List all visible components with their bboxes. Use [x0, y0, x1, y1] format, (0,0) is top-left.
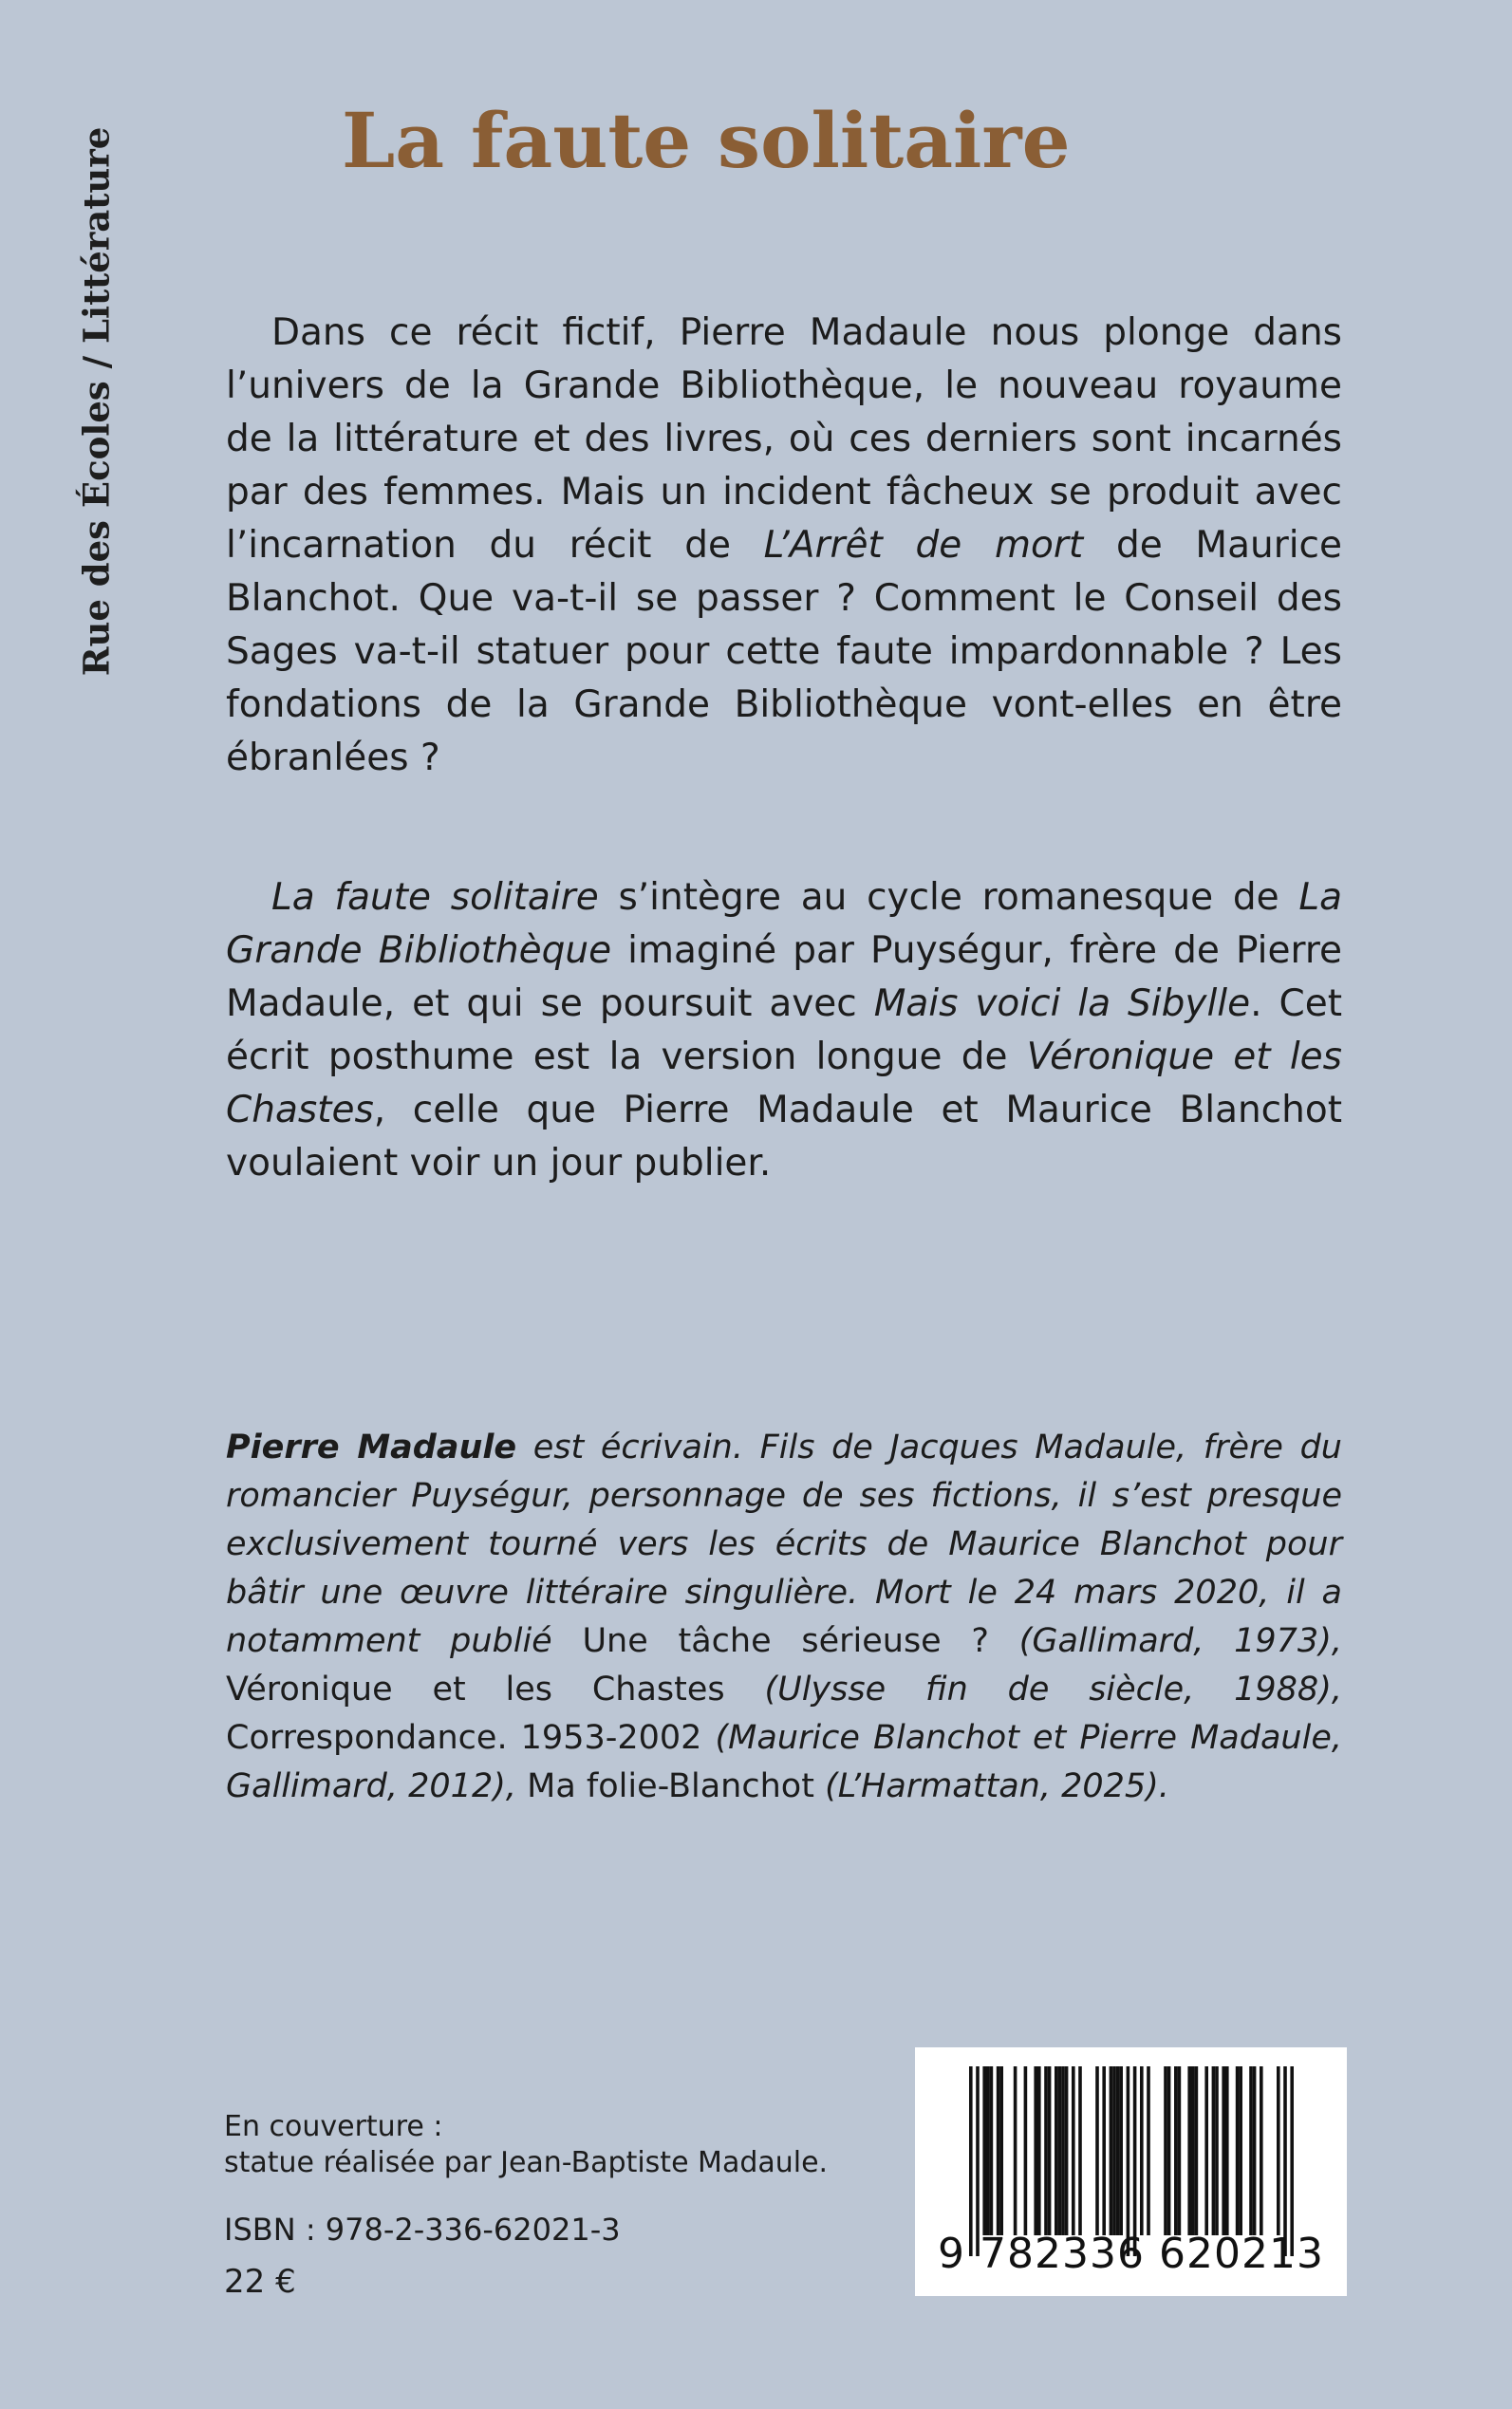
barcode-bar [1110, 2066, 1113, 2235]
cover-credits [224, 2109, 888, 2181]
author-bio-italic-a: est écrivain. Fils de Jacques Madaule, frère du romancier Puységur, personnage de ses fictions, il s’est presque exclusivement tourné vers les écrits de Maurice Blanchot pour bâtir une œuvre littéraire singulière. Mort le 24 mars 2020, il a notamment publié [226, 1429, 1342, 1660]
barcode-bar [1195, 2066, 1199, 2235]
summary-2-text-a: s’intègre au cycle romanesque de [598, 876, 1299, 919]
summary-2-text-b: imaginé par Puységur, frère de Pierre Madaule, et qui se poursuit avec [226, 929, 1342, 1025]
summary-1-text-a: Dans ce récit fictif, Pierre Madaule nous plonge dans l’univers de la Grande Bibliothèque, le nouveau royaume de la littérature et des livres, où ces derniers sont incarnés par des femmes. Mais un incident fâcheux se produit avec l’incarnation du récit de [226, 311, 1342, 567]
author-name: Pierre Madaule [226, 1429, 517, 1466]
author-bio-work-1: Une tâche sérieuse ? [551, 1622, 1019, 1660]
barcode-bar [1102, 2066, 1106, 2235]
barcode-bar [1187, 2066, 1191, 2235]
author-bio-italic-b: (Gallimard, 1973), [1018, 1622, 1342, 1660]
barcode-bar [1164, 2066, 1167, 2235]
barcode-bar [1034, 2066, 1037, 2235]
summary-paragraph-1 [226, 307, 1342, 785]
summary-1-text-b: de Maurice Blanchot. Que va-t-il se passer ? Comment le Conseil des Sages va-t-il statuer pour cette faute impardonnable ? Les fondations de la Grande Bibliothèque vont-elles en être ébranlées ? [226, 524, 1342, 779]
barcode-bar [1095, 2066, 1099, 2235]
author-bio-work-3: Correspondance. 1953-2002 [226, 1719, 716, 1757]
summary-2-italic-b: La Grande Bibliothèque [226, 876, 1342, 972]
barcode-bar [1260, 2066, 1263, 2235]
barcode-bar [997, 2066, 1000, 2235]
book-title: La faute solitaire [342, 96, 1071, 185]
summary-1-italic-title: L’Arrêt de mort [763, 524, 1084, 567]
barcode-bar [1212, 2066, 1216, 2235]
author-bio-work-4: Ma folie-Blanchot [516, 1767, 826, 1805]
barcode-bar [1174, 2066, 1178, 2235]
barcode-bar [1078, 2066, 1082, 2235]
author-bio [226, 1424, 1342, 1811]
barcode-bar [1065, 2066, 1069, 2235]
barcode-bar [1204, 2066, 1208, 2235]
spine-label-container [57, 110, 135, 693]
barcode-panel [915, 2047, 1347, 2296]
barcode-digits: 9 782336 620213 [938, 2230, 1324, 2278]
barcode-bar [1178, 2066, 1182, 2235]
barcode-bar [1225, 2066, 1229, 2235]
isbn-label: ISBN : 978-2-336-62021-3 [224, 2212, 621, 2248]
summary-2-italic-c: Mais voici la Sibylle [873, 982, 1251, 1025]
barcode-bar [1277, 2066, 1280, 2235]
barcode-bar [1147, 2066, 1150, 2235]
barcode-bar [1061, 2066, 1065, 2235]
cover-credits-line-1: En couverture : [224, 2110, 443, 2143]
barcode-bar [1048, 2066, 1052, 2235]
barcode-bar [1236, 2066, 1240, 2235]
summary-2-text-c: . Cet écrit posthume est la version longue de [226, 982, 1343, 1078]
cover-credits-line-2: statue réalisée par Jean-Baptiste Madaule. [224, 2146, 829, 2179]
barcode-bar [1140, 2066, 1144, 2235]
spine-label: Rue des Écoles / Littérature [75, 126, 118, 677]
barcode-bar [1222, 2066, 1225, 2235]
price-label: 22 € [224, 2263, 296, 2301]
barcode-bar [1253, 2066, 1257, 2235]
barcode-bar [986, 2066, 990, 2235]
summary-paragraph-2 [226, 871, 1342, 1190]
barcode-bar [1024, 2066, 1028, 2235]
barcode-bar [1239, 2066, 1242, 2235]
barcode-bar [1055, 2066, 1058, 2235]
author-bio-italic-d: (Maurice Blanchot et Pierre Madaule, Gallimard, 2012), [226, 1719, 1342, 1805]
barcode-bar [1191, 2066, 1195, 2235]
barcode-bar [1167, 2066, 1171, 2235]
barcode-bar [990, 2066, 994, 2235]
barcode-bar [1044, 2066, 1048, 2235]
barcode-bar [1072, 2066, 1075, 2235]
barcode-bar [1058, 2066, 1062, 2235]
barcode-bar [1249, 2066, 1253, 2235]
barcode-bar [999, 2066, 1003, 2235]
barcode-bar [1215, 2066, 1219, 2235]
barcode-bar [1014, 2066, 1017, 2235]
summary-2-italic-d: Véronique et les Chastes [226, 1036, 1342, 1131]
author-bio-italic-c: (Ulysse fin de siècle, 1988), [764, 1671, 1342, 1709]
barcode-bar [1112, 2066, 1116, 2235]
summary-2-italic-a: La faute solitaire [271, 876, 599, 919]
summary-2-text-d: , celle que Pierre Madaule et Maurice Blanchot voulaient voir un jour publier. [226, 1089, 1342, 1185]
barcode-bar [982, 2066, 986, 2235]
author-bio-work-2: Véronique et les Chastes [226, 1671, 765, 1709]
barcode-bar [1037, 2066, 1041, 2235]
barcode-bar [1119, 2066, 1123, 2235]
barcode-bar [1116, 2066, 1120, 2235]
author-bio-italic-e: (L’Harmattan, 2025). [825, 1767, 1169, 1805]
